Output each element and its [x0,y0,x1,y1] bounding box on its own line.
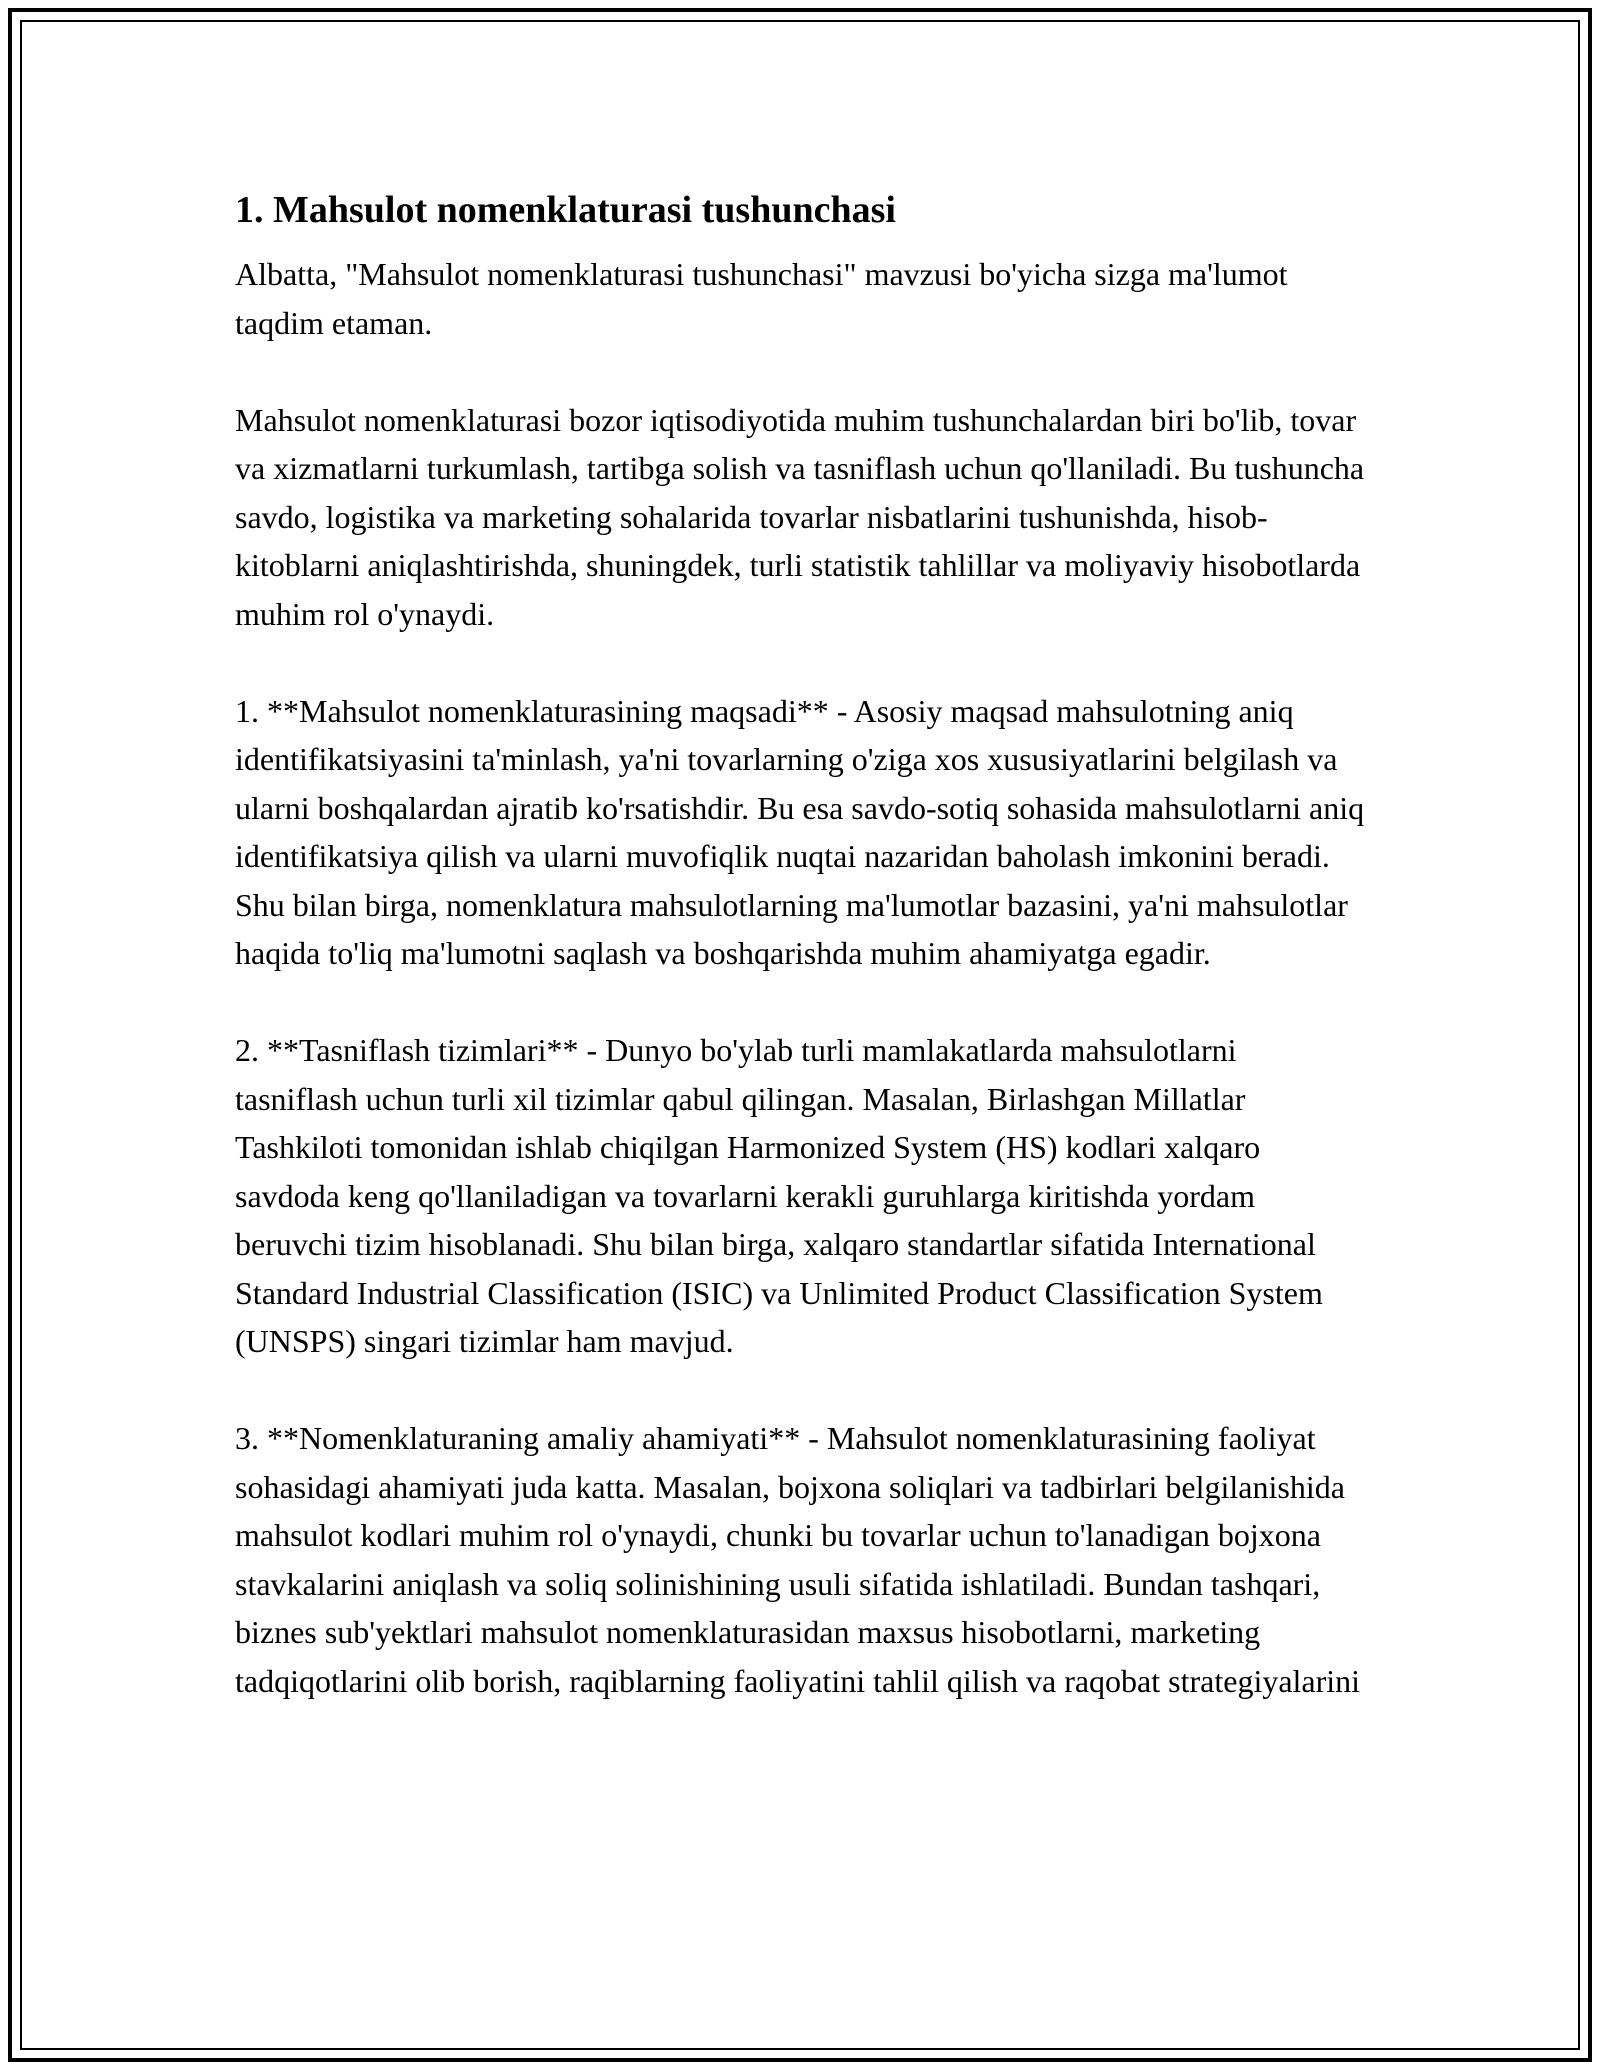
paragraph-classification-systems: 2. **Tasniflash tizimlari** - Dunyo bo'ylab turli mamlakatlarda mahsulotlarni tasniflash uchun turli xil tizimlar qabul qilingan. Masalan, Birlashgan Millatlar Tashkiloti tomonidan ishlab chiqilgan Harmonized System (HS) kodlari xalqaro savdoda keng qo'llaniladigan va tovarlarni kerakli guruhlarga kiritishda yordam beruvchi tizim hisoblanadi. Shu bilan birga, xalqaro standartlar sifatida International Standard Industrial Classification (ISIC) va Unlimited Product Classification System (UNSPS) singari tizimlar ham mavjud. [235,1032,1323,1359]
document-title: 1. Mahsulot nomenklaturasi tushunchasi [235,189,896,231]
paragraph-intro: Albatta, "Mahsulot nomenklaturasi tushunchasi" mavzusi bo'yicha sizga ma'lumot taqdim etaman. [235,256,1288,341]
document-body [235,184,1365,1754]
paragraph-purpose: 1. **Mahsulot nomenklaturasining maqsadi** - Asosiy maqsad mahsulotning aniq identifikatsiyasini ta'minlash, ya'ni tovarlarning o'ziga xos xususiyatlarini belgilash va ularni boshqalardan ajratib ko'rsatishdir. Bu esa savdo-sotiq sohasida mahsulotlarni aniq identifikatsiya qilish va ularni muvofiqlik nuqtai nazaridan baholash imkonini beradi. Shu bilan birga, nomenklatura mahsulotlarning ma'lumotlar bazasini, ya'ni mahsulotlar haqida to'liq ma'lumotni saqlash va boshqarishda muhim ahamiyatga egadir. [235,692,1365,971]
paragraph-practical-importance: 3. **Nomenklaturaning amaliy ahamiyati** - Mahsulot nomenklaturasining faoliyat sohasidagi ahamiyati juda katta. Masalan, bojxona soliqlari va tadbirlari belgilanishida mahsulot kodlari muhim rol o'ynaydi, chunki bu tovarlar uchun to'lanadigan bojxona stavkalarini aniqlash va soliq solinishining usuli sifatida ishlatiladi. Bundan tashqari, biznes sub'yektlari mahsulot nomenklaturasidan maxsus hisobotlarni, marketing tadqiqotlarini olib borish, raqiblarning faoliyatini tahlil qilish va raqobat strategiyalarini [235,1420,1361,1699]
paragraph-definition: Mahsulot nomenklaturasi bozor iqtisodiyotida muhim tushunchalardan biri bo'lib, tovar va xizmatlarni turkumlash, tartibga solish va tasniflash uchun qo'llaniladi. Bu tushuncha savdo, logistika va marketing sohalarida tovarlar nisbatlarini tushunishda, hisob-kitoblarni aniqlashtirishda, shuningdek, turli statistik tahlillar va moliyaviy hisobotlarda muhim rol o'ynaydi. [235,401,1365,632]
